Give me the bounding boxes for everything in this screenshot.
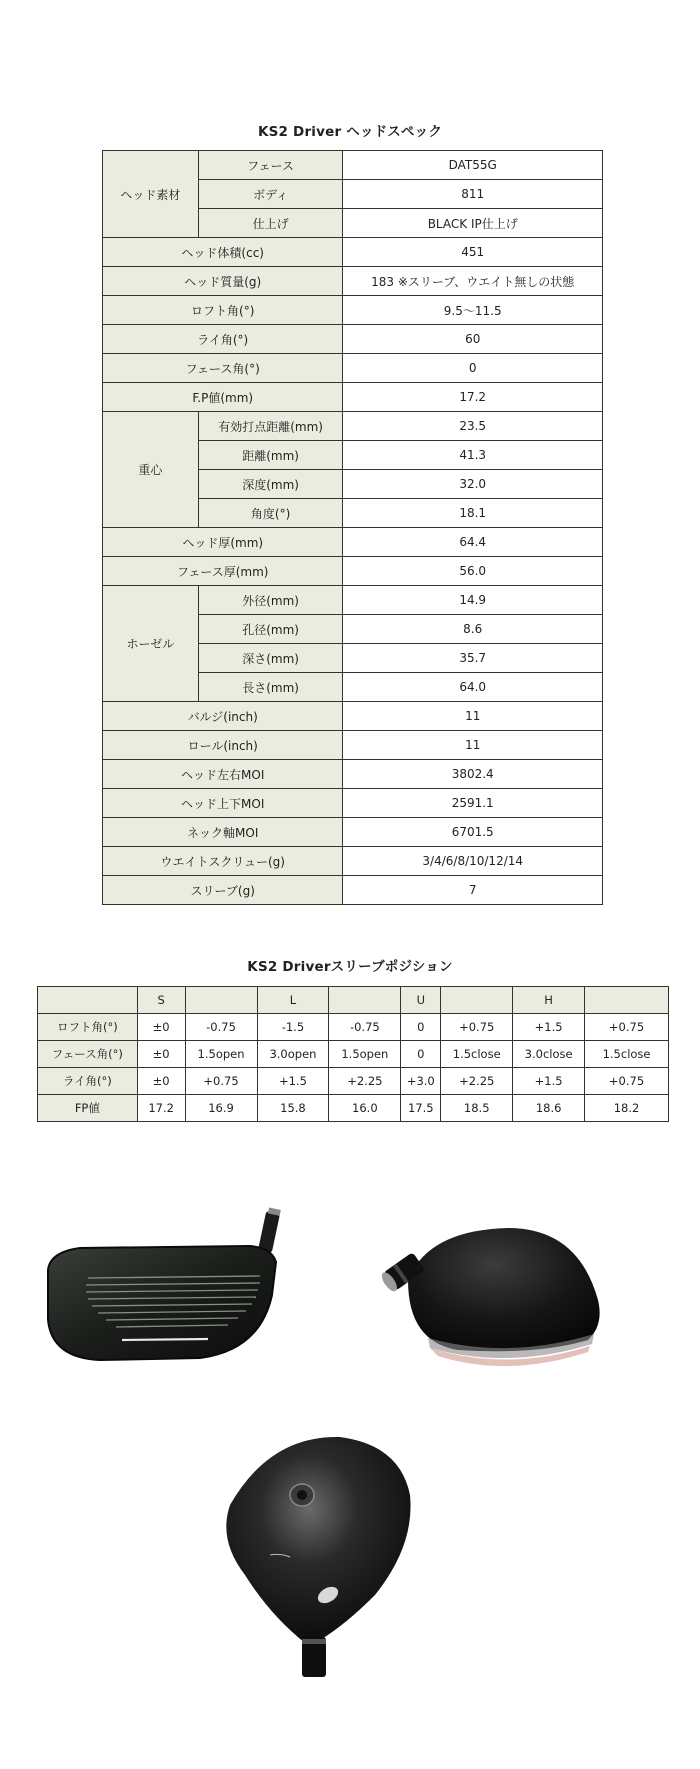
row-label: ネック軸MOI (103, 818, 343, 847)
row-value: 3/4/6/8/10/12/14 (343, 847, 603, 876)
row-label: 長さ(mm) (198, 673, 343, 702)
row-value: 9.5～11.5 (343, 296, 603, 325)
cell: 0 (401, 1041, 441, 1068)
row-label: 孔径(mm) (198, 615, 343, 644)
driver-sole-photo (210, 1425, 420, 1685)
table-row (103, 528, 603, 557)
table-row (103, 818, 603, 847)
row-value: BLACK IP仕上げ (343, 209, 603, 238)
table-row (38, 1095, 669, 1122)
header-cell (585, 987, 669, 1014)
table-row (103, 151, 603, 180)
row-label: ウエイトスクリュー(g) (103, 847, 343, 876)
row-label: ロフト角(°) (38, 1014, 138, 1041)
row-value: 183 ※スリーブ、ウエイト無しの状態 (343, 267, 603, 296)
row-value: 18.1 (343, 499, 603, 528)
cell: +0.75 (585, 1068, 669, 1095)
cell: 0 (401, 1014, 441, 1041)
header-cell: H (513, 987, 585, 1014)
cell: +0.75 (585, 1014, 669, 1041)
row-value: 56.0 (343, 557, 603, 586)
cell: 17.5 (401, 1095, 441, 1122)
row-label: フェース角(°) (103, 354, 343, 383)
table-row (103, 557, 603, 586)
table-row (38, 1014, 669, 1041)
table-row (38, 1068, 669, 1095)
spec-title: KS2 Driver ヘッドスペック (257, 124, 443, 140)
cell: +3.0 (401, 1068, 441, 1095)
table-row (103, 354, 603, 383)
header-cell (441, 987, 513, 1014)
row-value: 35.7 (343, 644, 603, 673)
header-row (38, 987, 669, 1014)
row-value: 0 (343, 354, 603, 383)
table-row (103, 296, 603, 325)
row-value: 17.2 (343, 383, 603, 412)
row-label: ライ角(°) (103, 325, 343, 354)
table-row (103, 847, 603, 876)
row-value: 64.4 (343, 528, 603, 557)
table-row (103, 383, 603, 412)
cell: 1.5open (185, 1041, 257, 1068)
cell: +2.25 (329, 1068, 401, 1095)
row-value: 14.9 (343, 586, 603, 615)
row-value: 23.5 (343, 412, 603, 441)
cell: +1.5 (257, 1068, 329, 1095)
row-label: フェース角(°) (38, 1041, 138, 1068)
cell: 16.9 (185, 1095, 257, 1122)
row-label: 有効打点距離(mm) (198, 412, 343, 441)
header-cell: S (137, 987, 185, 1014)
sleeve-title: KS2 Driverスリーブポジション (247, 959, 453, 975)
row-label: 仕上げ (198, 209, 343, 238)
head-spec-table (102, 150, 603, 905)
cell: +1.5 (513, 1014, 585, 1041)
cell: 17.2 (137, 1095, 185, 1122)
cell: ±0 (137, 1068, 185, 1095)
cell: +0.75 (441, 1014, 513, 1041)
cell: 3.0open (257, 1041, 329, 1068)
cell: +1.5 (513, 1068, 585, 1095)
row-label: フェース (198, 151, 343, 180)
row-value: 7 (343, 876, 603, 905)
sleeve-position-table (37, 986, 669, 1122)
cell: 15.8 (257, 1095, 329, 1122)
row-label: 外径(mm) (198, 586, 343, 615)
row-value: 41.3 (343, 441, 603, 470)
header-cell (329, 987, 401, 1014)
row-value: 32.0 (343, 470, 603, 499)
row-value: 11 (343, 702, 603, 731)
cell: ±0 (137, 1041, 185, 1068)
row-label: FP値 (38, 1095, 138, 1122)
cell: 16.0 (329, 1095, 401, 1122)
row-value: 11 (343, 731, 603, 760)
row-label: ロール(inch) (103, 731, 343, 760)
cell: 1.5open (329, 1041, 401, 1068)
cell: -0.75 (329, 1014, 401, 1041)
table-row (103, 731, 603, 760)
cell: ±0 (137, 1014, 185, 1041)
table-row (103, 876, 603, 905)
table-row (103, 412, 603, 441)
table-row (103, 238, 603, 267)
row-value: 451 (343, 238, 603, 267)
table-row (103, 702, 603, 731)
cell: 1.5close (441, 1041, 513, 1068)
row-label: ヘッド左右MOI (103, 760, 343, 789)
group-label-cog: 重心 (103, 412, 199, 528)
row-label: ヘッド上下MOI (103, 789, 343, 818)
row-value: 2591.1 (343, 789, 603, 818)
header-cell: U (401, 987, 441, 1014)
row-value: 811 (343, 180, 603, 209)
cell: -0.75 (185, 1014, 257, 1041)
group-label-head-material: ヘッド素材 (103, 151, 199, 238)
row-value: 8.6 (343, 615, 603, 644)
table-row (103, 586, 603, 615)
driver-side-photo (368, 1210, 628, 1380)
cell: 3.0close (513, 1041, 585, 1068)
header-cell: L (257, 987, 329, 1014)
group-label-hosel: ホーゼル (103, 586, 199, 702)
header-cell (38, 987, 138, 1014)
row-value: 3802.4 (343, 760, 603, 789)
driver-face-photo (40, 1200, 300, 1370)
row-label: F.P値(mm) (103, 383, 343, 412)
row-label: フェース厚(mm) (103, 557, 343, 586)
row-label: ヘッド体積(cc) (103, 238, 343, 267)
row-label: ロフト角(°) (103, 296, 343, 325)
cell: +2.25 (441, 1068, 513, 1095)
cell: -1.5 (257, 1014, 329, 1041)
row-value: 64.0 (343, 673, 603, 702)
table-row (38, 1041, 669, 1068)
row-value: DAT55G (343, 151, 603, 180)
table-row (103, 789, 603, 818)
table-row (103, 760, 603, 789)
row-value: 6701.5 (343, 818, 603, 847)
cell: +0.75 (185, 1068, 257, 1095)
row-label: ヘッド厚(mm) (103, 528, 343, 557)
row-label: ボディ (198, 180, 343, 209)
row-label: 角度(°) (198, 499, 343, 528)
cell: 18.2 (585, 1095, 669, 1122)
row-label: 深度(mm) (198, 470, 343, 499)
row-label: 深さ(mm) (198, 644, 343, 673)
cell: 18.5 (441, 1095, 513, 1122)
row-label: 距離(mm) (198, 441, 343, 470)
row-label: ライ角(°) (38, 1068, 138, 1095)
table-row (103, 325, 603, 354)
row-label: バルジ(inch) (103, 702, 343, 731)
cell: 18.6 (513, 1095, 585, 1122)
row-label: スリーブ(g) (103, 876, 343, 905)
row-value: 60 (343, 325, 603, 354)
row-label: ヘッド質量(g) (103, 267, 343, 296)
header-cell (185, 987, 257, 1014)
table-row (103, 267, 603, 296)
cell: 1.5close (585, 1041, 669, 1068)
